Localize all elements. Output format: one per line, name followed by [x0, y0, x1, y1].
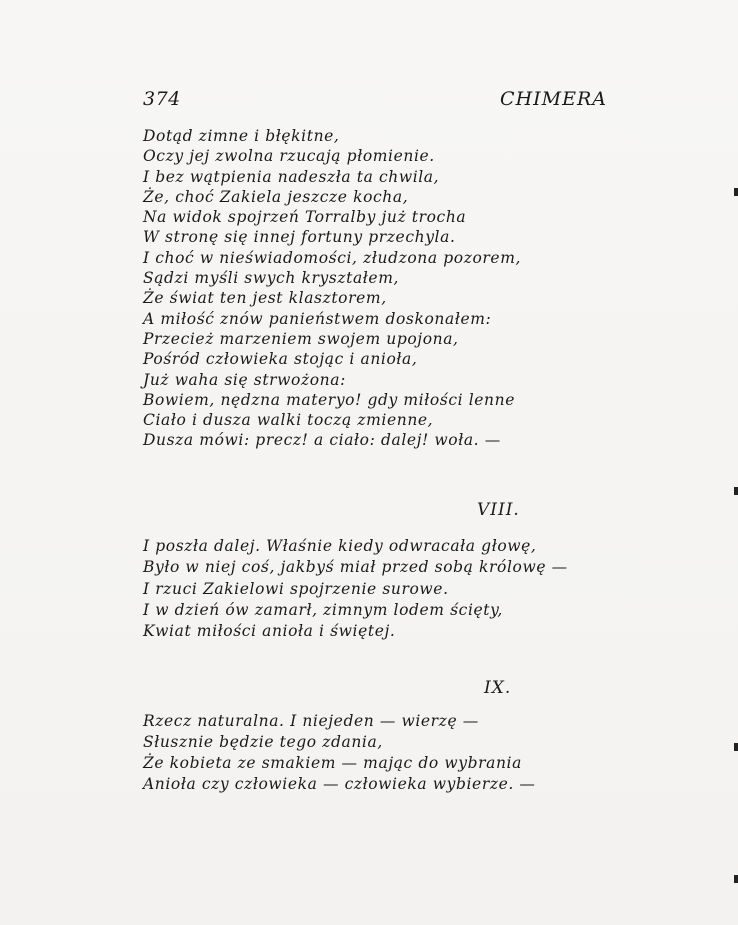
section-heading-viii: VIII.	[477, 500, 520, 520]
verse-line: Już waha się strwożona:	[143, 370, 346, 389]
verse-line: I choć w nieświadomości, złudzona pozorem,	[143, 248, 522, 267]
verse-line: Sądzi myśli swych kryształem,	[143, 269, 400, 288]
verse-line: Że kobieta ze smakiem — mając do wybrania	[143, 754, 522, 772]
verse-line: Kwiat miłości anioła i świętej.	[143, 622, 396, 641]
verse-line: Że świat ten jest klasztorem,	[143, 289, 387, 308]
verse-line: I bez wątpienia nadeszła ta chwila,	[143, 167, 440, 186]
verse-line: A miłość znów panieństwem doskonałem:	[143, 309, 492, 328]
verse-line: Było w niej coś, jakbyś miał przed sobą królowę —	[143, 558, 568, 577]
verse-line: I w dzień ów zamarł, zimnym lodem ścięty,	[143, 600, 503, 619]
stanza-1	[143, 126, 521, 451]
verse-line: Anioła czy człowieka — człowieka wybierze. —	[143, 775, 536, 793]
page-edge-mark	[734, 188, 738, 196]
page-edge-mark	[734, 487, 738, 495]
stanza-ix	[143, 711, 536, 795]
page-edge-mark	[734, 743, 738, 751]
verse-line: I poszła dalej. Właśnie kiedy odwracała głowę,	[143, 537, 537, 555]
verse-line: Dusza mówi: precz! a ciało: dalej! woła. —	[143, 431, 501, 450]
verse-line: Przecież marzeniem swojem upojona,	[143, 329, 459, 348]
verse-line: Słusznie będzie tego zdania,	[143, 733, 383, 751]
page-edge-mark	[734, 875, 738, 883]
verse-line: Ciało i dusza walki toczą zmienne,	[143, 411, 434, 430]
running-title: CHIMERA	[500, 88, 607, 110]
verse-line: I rzuci Zakielowi spojrzenie surowe.	[143, 579, 449, 598]
verse-line: Że, choć Zakiela jeszcze kocha,	[143, 187, 409, 206]
section-heading-ix: IX.	[484, 678, 512, 698]
verse-line: Rzecz naturalna. I niejeden — wierzę —	[143, 712, 479, 730]
page-number: 374	[143, 88, 181, 110]
page-header	[143, 88, 607, 118]
stanza-viii	[143, 536, 568, 642]
verse-line: Na widok spojrzeń Torralby już trocha	[143, 208, 467, 227]
verse-line: Oczy jej zwolna rzucają płomienie.	[143, 147, 435, 166]
verse-line: Pośród człowieka stojąc i anioła,	[143, 350, 418, 369]
verse-line: W stronę się innej fortuny przechyla.	[143, 228, 456, 247]
verse-line: Bowiem, nędzna materyo! gdy miłości lenne	[143, 390, 515, 409]
verse-line: Dotąd zimne i błękitne,	[143, 127, 340, 145]
